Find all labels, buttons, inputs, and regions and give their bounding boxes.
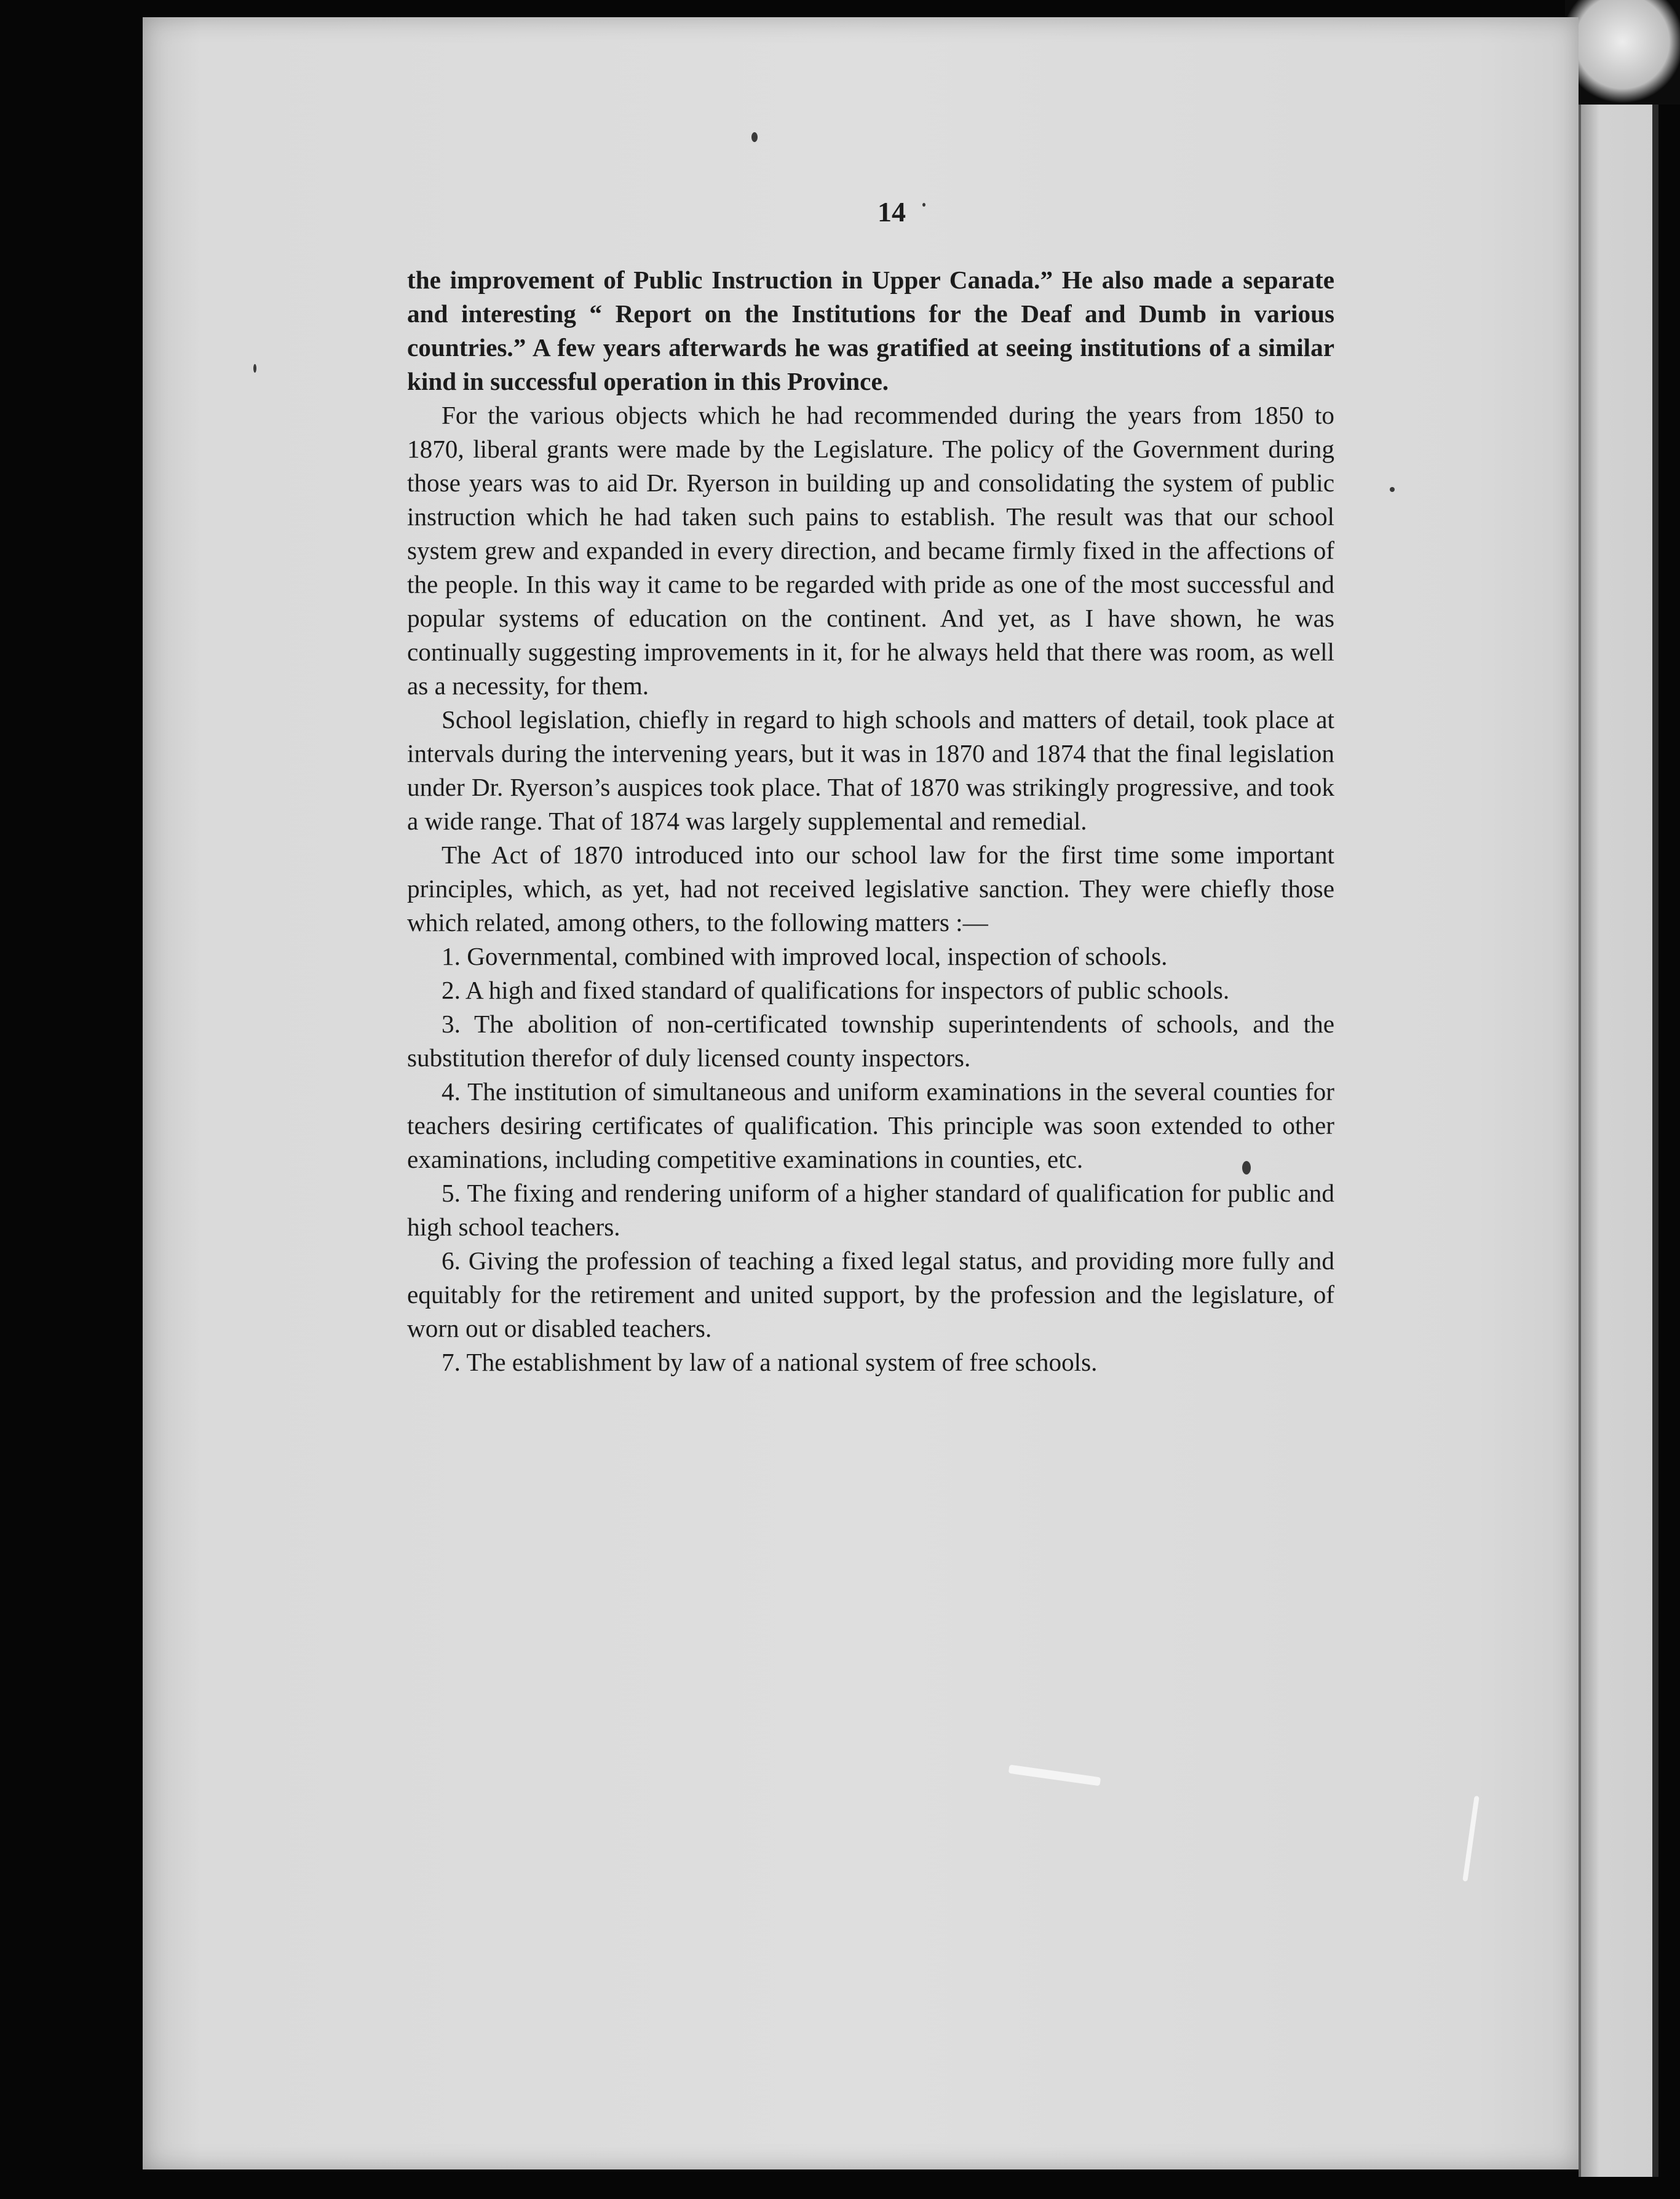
page-number: 14: [878, 196, 906, 228]
list-item: 4. The institution of simultaneous and uniform examinations in the several counties for teachers desiring certificates of qualification. This principle was soon extended to other examinations, including competitive examinations in counties, etc.: [407, 1077, 1334, 1173]
list-item: 6. Giving the profession of teaching a fixed legal status, and providing more fully and equitably for the retirement and united support, by the profession and the legislature, of worn out or disabled teachers.: [407, 1246, 1334, 1342]
torn-corner: [1565, 0, 1680, 105]
scan-speck: [253, 364, 256, 373]
paragraph: The Act of 1870 introduced into our school law for the first time some important principles, which, as yet, had not received legislative sanction. They were chiefly those which related, among others, to the following matters :—: [407, 841, 1334, 937]
list-item: 2. A high and fixed standard of qualifications for inspectors of public schools.: [442, 976, 1230, 1004]
list-item: 5. The fixing and rendering uniform of a higher standard of qualification for public and high school teachers.: [407, 1179, 1334, 1241]
paragraph: For the various objects which he had recommended during the years from 1850 to 1870, liberal grants were made by the Legislature. The policy of the Government during those years was to aid Dr. Ryerson in building up and consolidating the system of public instruction which he had taken such pains to establish. The result was that our school system grew and expanded in every direction, and became firmly fixed in the affections of the people. In this way it came to be regarded with pride as one of the most successful and popular systems of education on the continent. And yet, as I have shown, he was continually suggesting improvements in it, for he always held that there was room, as well as a necessity, for them.: [407, 401, 1334, 700]
paragraph: the improvement of Public Instruction in Upper Canada.” He also made a separate and interesting “ Report on the Institutions for the Deaf and Dumb in various countries.” A few years afterwards he was gratified at seeing institutions of a similar kind in successful operation in this Province.: [407, 266, 1334, 395]
scan-speck: [751, 132, 758, 142]
scan-speck: [1242, 1161, 1251, 1175]
list-item: 7. The establishment by law of a national system of free schools.: [442, 1348, 1098, 1376]
body-text: [407, 263, 1334, 1379]
paragraph: School legislation, chiefly in regard to high schools and matters of detail, took place at intervals during the intervening years, but it was in 1870 and 1874 that the final legislation under Dr. Ryerson’s auspices took place. That of 1870 was strikingly progressive, and took a wide range. That of 1874 was largely supplemental and remedial.: [407, 705, 1334, 835]
adjacent-page-edge: [1579, 6, 1655, 2177]
list-item: 3. The abolition of non-certificated township superintendents of schools, and the substitution therefor of duly licensed county inspectors.: [407, 1010, 1334, 1072]
scan-speck: [922, 203, 925, 207]
scan-speck: [1390, 487, 1395, 492]
page-edge-shadow: [1652, 6, 1658, 2177]
list-item: 1. Governmental, combined with improved local, inspection of schools.: [442, 942, 1168, 970]
